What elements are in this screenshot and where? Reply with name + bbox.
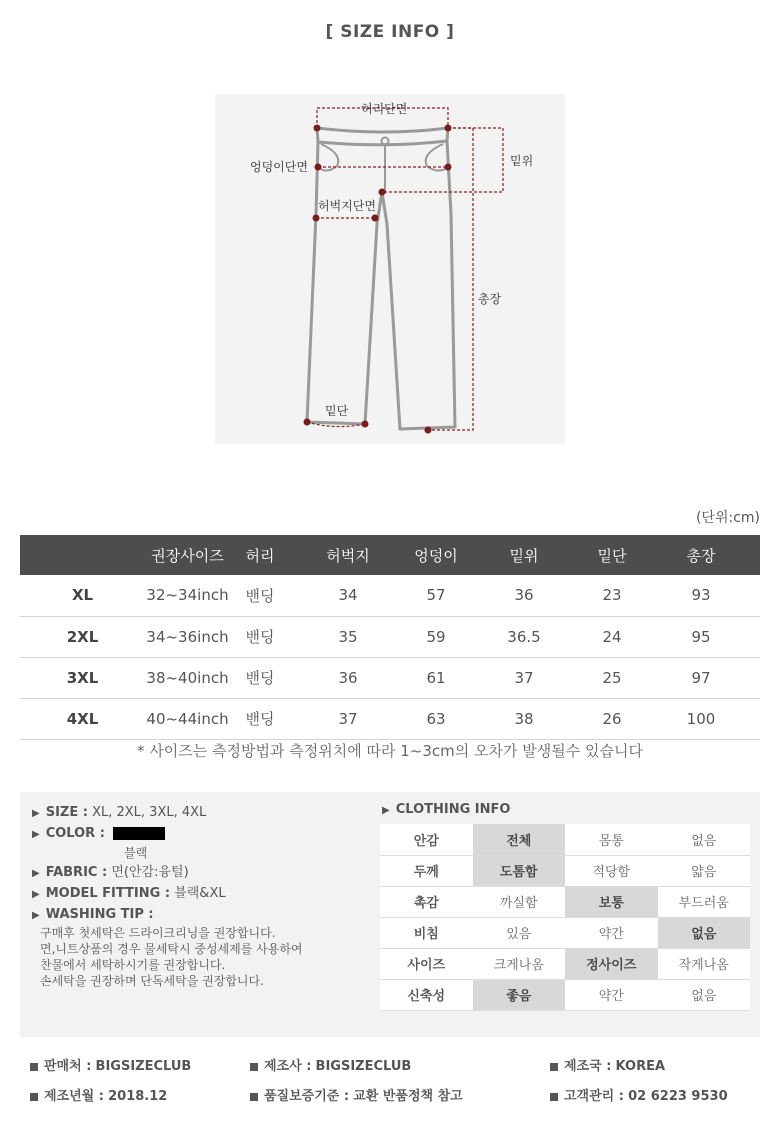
header-cell: 밑단: [582, 535, 642, 575]
clothing-info-label: 두께: [380, 855, 473, 886]
clothing-info-label: 촉감: [380, 886, 473, 917]
fabric-value: 면(안감:융털): [111, 865, 189, 880]
table-cell: 37: [290, 698, 406, 739]
header-cell: 밑위: [466, 535, 582, 575]
size-table: [20, 535, 760, 740]
clothing-info-option: 얇음: [658, 855, 751, 886]
table-row: [20, 616, 760, 657]
size-value: XL, 2XL, 3XL, 4XL: [92, 805, 207, 820]
country-info: 제조국 : KOREA: [550, 1055, 665, 1074]
header-cell: [20, 535, 145, 575]
model-value: 블랙&XL: [174, 886, 226, 901]
table-cell: 57: [406, 575, 466, 616]
square-bullet-icon: [550, 1063, 558, 1071]
wash-row: [32, 904, 372, 925]
table-cell: 93: [642, 575, 760, 616]
table-cell: 38~40inch: [145, 657, 230, 698]
clothing-info-option: 부드러움: [658, 886, 751, 917]
clothing-info-row: [380, 824, 750, 855]
cs-info: 고객관리 : 02 6223 9530: [550, 1085, 728, 1104]
clothing-info-option: 몸통: [565, 824, 658, 855]
table-cell: 23: [582, 575, 642, 616]
clothing-info-option: 도톰함: [473, 855, 566, 886]
clothing-info-row: [380, 948, 750, 979]
clothing-info-option: 보통: [565, 886, 658, 917]
color-row: [32, 823, 372, 844]
table-row: [20, 698, 760, 739]
triangle-icon: ▶: [32, 889, 40, 900]
wash-line: 찬물에서 세탁하시기를 권장합니다.: [40, 958, 226, 972]
square-bullet-icon: [250, 1063, 258, 1071]
clothing-info-option: 좋음: [473, 979, 566, 1010]
clothing-info-option: 없음: [658, 917, 751, 948]
table-cell: 35: [290, 616, 406, 657]
product-info-panel: [20, 792, 760, 1037]
clothing-info-option: 약간: [565, 917, 658, 948]
clothing-info-option: 약간: [565, 979, 658, 1010]
table-cell: 61: [406, 657, 466, 698]
clothing-info-table: [380, 824, 750, 1011]
table-cell: 32~34inch: [145, 575, 230, 616]
clothing-info-label: 사이즈: [380, 948, 473, 979]
clothing-info-title: ▶ CLOTHING INFO: [382, 802, 511, 817]
table-cell: 36: [466, 575, 582, 616]
square-bullet-icon: [30, 1063, 38, 1071]
clothing-info-label: 신축성: [380, 979, 473, 1010]
table-row: [20, 657, 760, 698]
hem-label: 밑단: [325, 404, 349, 418]
seller-info: 판매처 : BIGSIZECLUB: [30, 1055, 191, 1074]
table-cell: 24: [582, 616, 642, 657]
table-cell: 37: [466, 657, 582, 698]
table-row: [20, 575, 760, 616]
product-details: [32, 802, 372, 989]
table-cell: 40~44inch: [145, 698, 230, 739]
wash-key: WASHING TIP :: [45, 907, 154, 922]
table-cell: 34: [290, 575, 406, 616]
header-cell: 엉덩이: [406, 535, 466, 575]
color-swatch: [113, 827, 165, 840]
model-row: [32, 883, 372, 904]
size-cell: XL: [20, 575, 145, 616]
table-cell: 밴딩: [230, 616, 290, 657]
date-info: 제조년월 : 2018.12: [30, 1085, 167, 1104]
clothing-info-option: 적당함: [565, 855, 658, 886]
color-name: 블랙: [124, 846, 148, 860]
table-cell: 26: [582, 698, 642, 739]
maker-info: 제조사 : BIGSIZECLUB: [250, 1055, 411, 1074]
table-cell: 97: [642, 657, 760, 698]
square-bullet-icon: [550, 1093, 558, 1101]
table-cell: 36: [290, 657, 406, 698]
triangle-icon: ▶: [382, 805, 390, 816]
size-cell: 3XL: [20, 657, 145, 698]
clothing-info-label: 안감: [380, 824, 473, 855]
triangle-icon: ▶: [32, 829, 40, 840]
unit-label: (단위:cm): [695, 510, 760, 526]
square-bullet-icon: [250, 1093, 258, 1101]
header-cell: 허리: [230, 535, 290, 575]
header-cell: 권장사이즈: [145, 535, 230, 575]
size-cell: 4XL: [20, 698, 145, 739]
table-cell: 밴딩: [230, 575, 290, 616]
size-table-header: [20, 535, 760, 575]
table-cell: 밴딩: [230, 698, 290, 739]
clothing-info-option: 없음: [658, 979, 751, 1010]
table-cell: 25: [582, 657, 642, 698]
table-cell: 100: [642, 698, 760, 739]
hip-label: 엉덩이단면: [250, 160, 308, 174]
size-cell: 2XL: [20, 616, 145, 657]
triangle-icon: ▶: [32, 910, 40, 921]
clothing-info-row: [380, 979, 750, 1010]
clothing-info-row: [380, 917, 750, 948]
square-bullet-icon: [30, 1093, 38, 1101]
waist-label: 허리단면: [361, 102, 408, 116]
pants-illustration: [215, 94, 565, 444]
pants-measurement-diagram: [215, 94, 565, 444]
size-note: * 사이즈는 측정방법과 측정위치에 따라 1~3cm의 오차가 발생될수 있습니다: [137, 742, 643, 760]
thigh-label: 허벅지단면: [318, 199, 376, 213]
page-title: [ SIZE INFO ]: [325, 22, 455, 42]
fabric-row: [32, 862, 372, 883]
model-key: MODEL FITTING :: [45, 886, 171, 901]
wash-line: 구매후 첫세탁은 드라이크리닝을 권장합니다.: [40, 926, 276, 940]
rise-label: 밑위: [510, 154, 534, 168]
size-row: [32, 802, 372, 823]
color-key: COLOR :: [45, 826, 105, 841]
clothing-info-option: 까실함: [473, 886, 566, 917]
fabric-key: FABRIC :: [45, 865, 108, 880]
wash-line: 면,니트상품의 경우 물세탁시 중성세제를 사용하여: [40, 942, 303, 956]
header-cell: 허벅지: [290, 535, 406, 575]
wash-line: 손세탁을 권장하며 단독세탁을 권장합니다.: [40, 974, 264, 988]
clothing-info-option: 정사이즈: [565, 948, 658, 979]
table-cell: 63: [406, 698, 466, 739]
clothing-info-row: [380, 886, 750, 917]
table-cell: 36.5: [466, 616, 582, 657]
triangle-icon: ▶: [32, 868, 40, 879]
warranty-info: 품질보증기준 : 교환 반품정책 참고: [250, 1085, 463, 1104]
table-cell: 59: [406, 616, 466, 657]
clothing-info-option: 있음: [473, 917, 566, 948]
size-key: SIZE :: [45, 805, 88, 820]
triangle-icon: ▶: [32, 808, 40, 819]
clothing-info-option: 작게나옴: [658, 948, 751, 979]
table-cell: 34~36inch: [145, 616, 230, 657]
clothing-info-row: [380, 855, 750, 886]
clothing-info-option: 전체: [473, 824, 566, 855]
table-cell: 밴딩: [230, 657, 290, 698]
length-label: 총장: [478, 292, 502, 306]
clothing-info-option: 크게나옴: [473, 948, 566, 979]
clothing-info-option: 없음: [658, 824, 751, 855]
clothing-info-label: 비침: [380, 917, 473, 948]
table-cell: 38: [466, 698, 582, 739]
table-cell: 95: [642, 616, 760, 657]
header-cell: 총장: [642, 535, 760, 575]
